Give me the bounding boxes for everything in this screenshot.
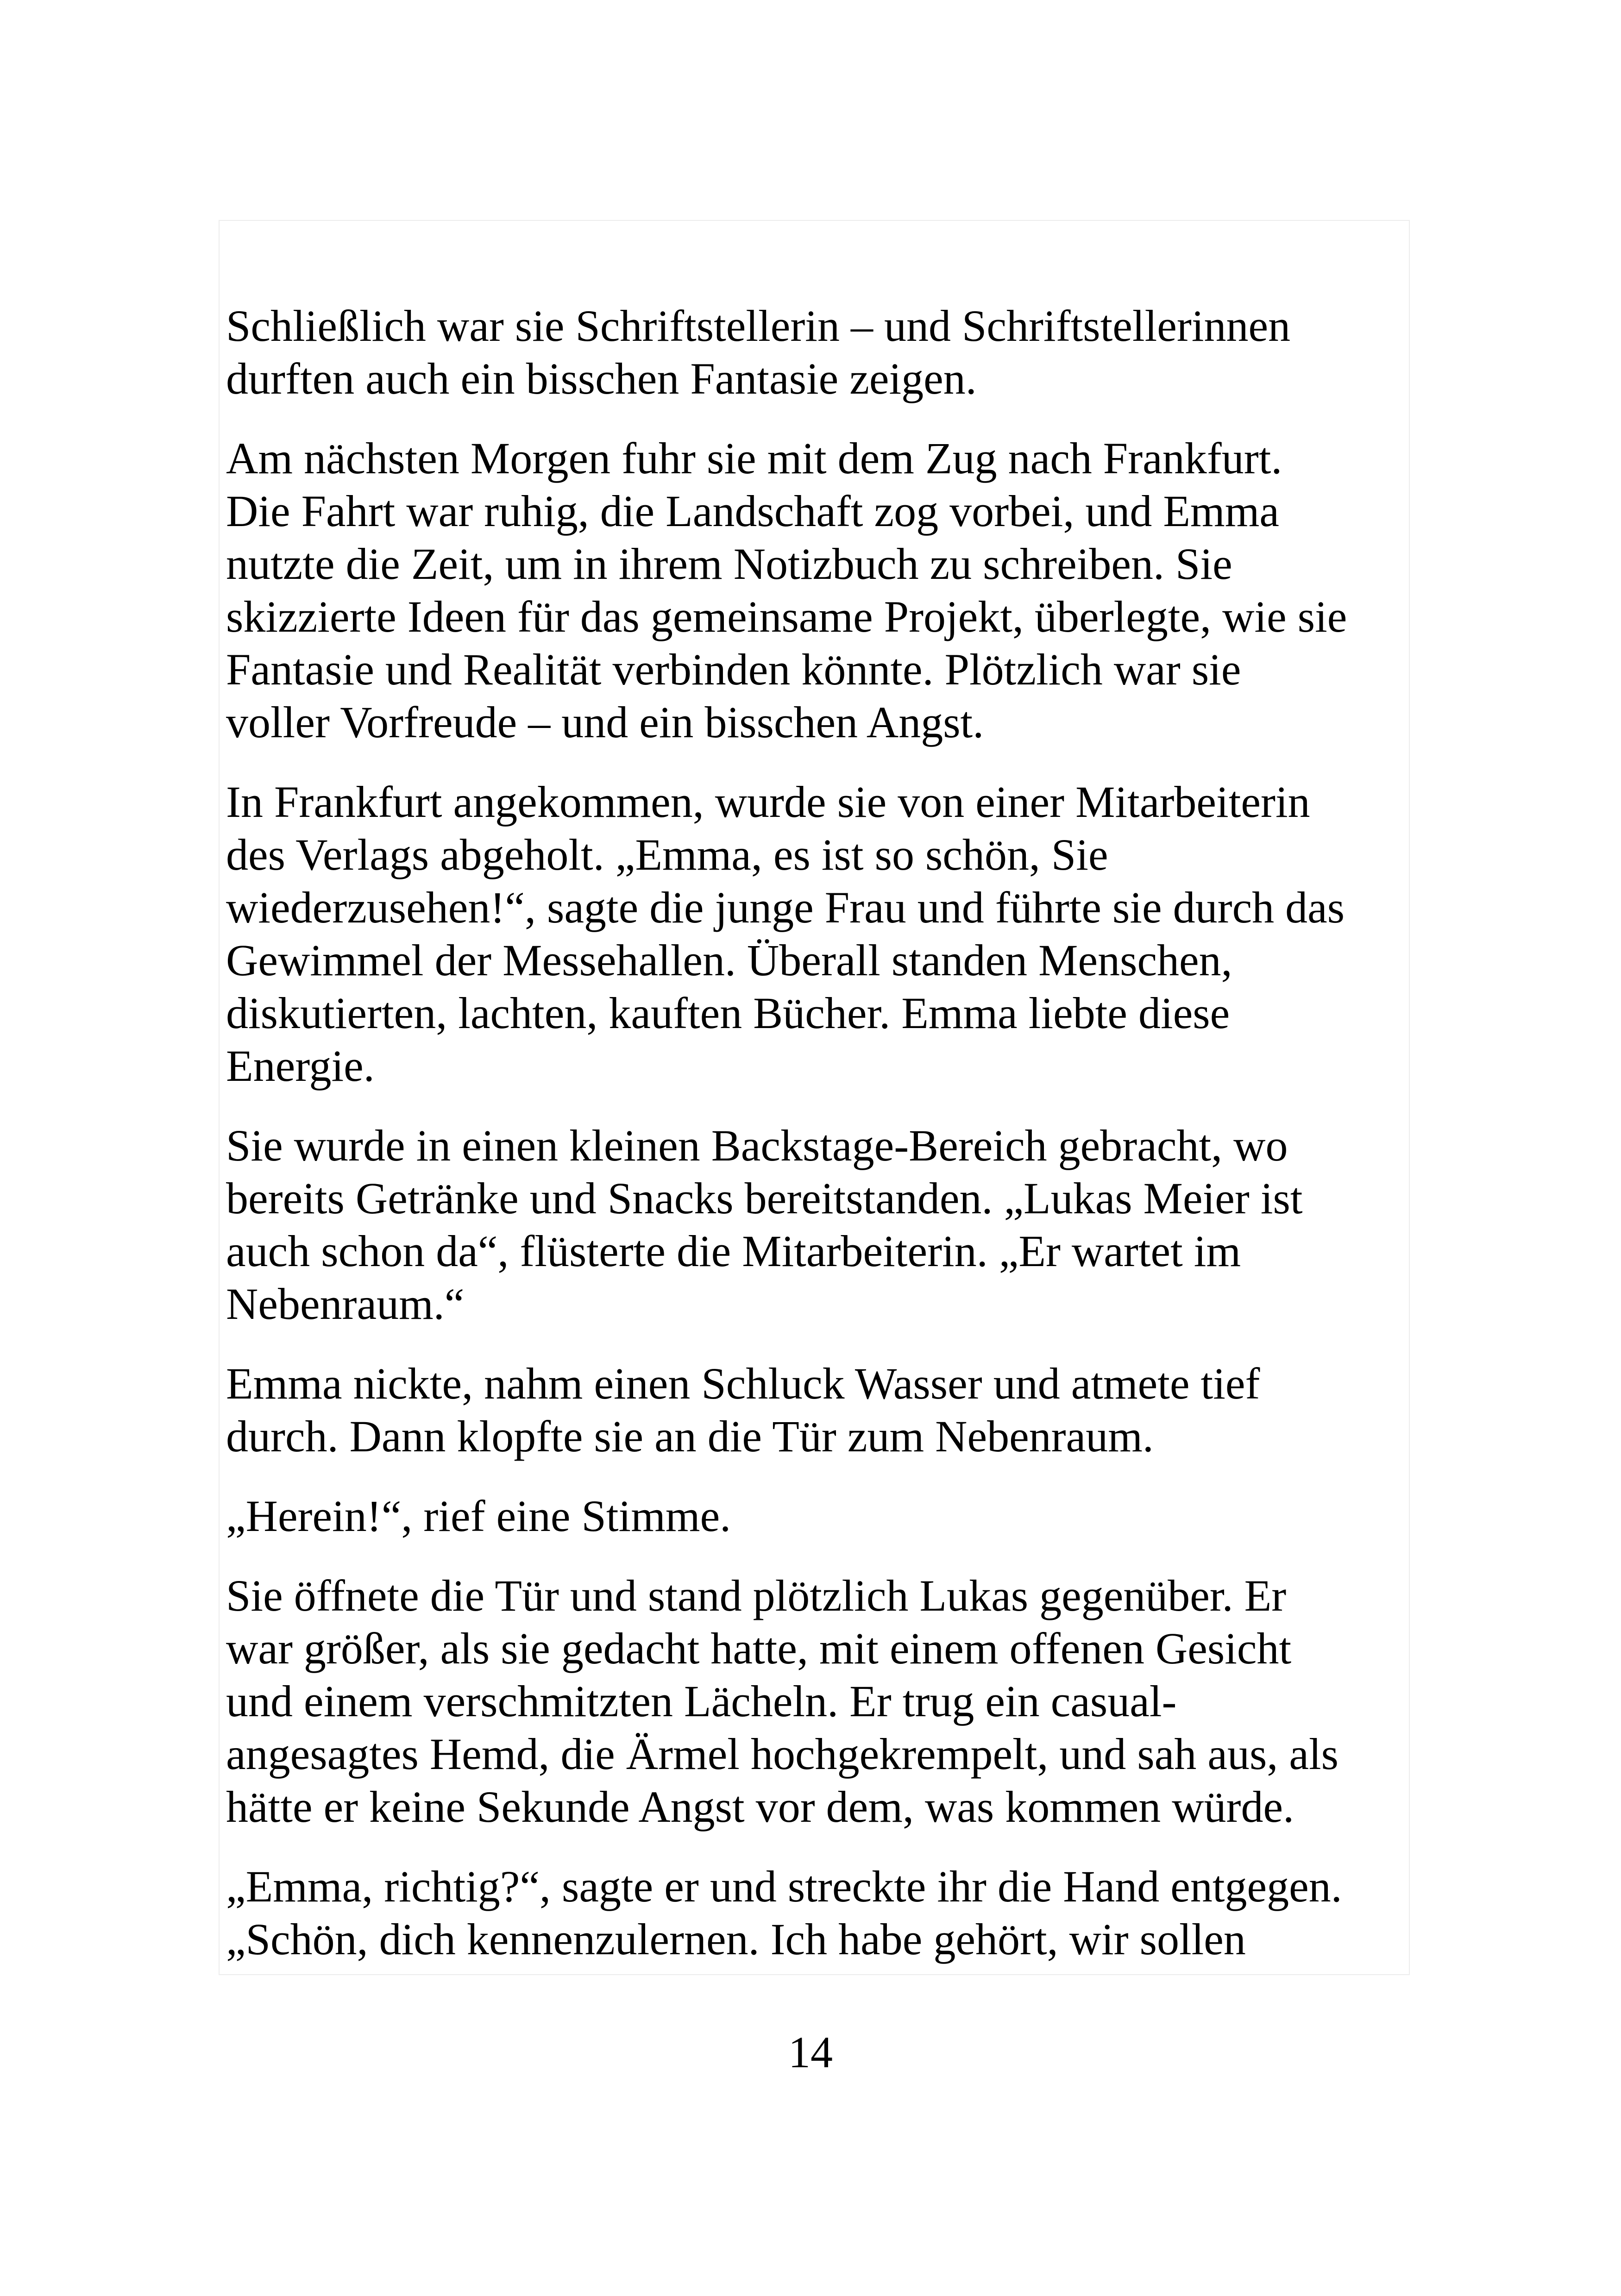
text-line: Sie öffnete die Tür und stand plötzlich Lukas gegenüber. Er: [226, 1571, 1287, 1620]
paragraph: [226, 300, 1407, 405]
text-line: und einem verschmitzten Lächeln. Er trug ein casual-: [226, 1676, 1177, 1726]
text-line: Energie.: [226, 1041, 375, 1091]
text-line: Nebenraum.“: [226, 1279, 465, 1329]
text-line: des Verlags abgeholt. „Emma, es ist so schön, Sie: [226, 830, 1108, 879]
text-line: Gewimmel der Messehallen. Überall standen Menschen,: [226, 935, 1232, 985]
text-body: [226, 300, 1407, 1975]
page-number: 14: [788, 2027, 833, 2077]
text-line: hätte er keine Sekunde Angst vor dem, was kommen würde.: [226, 1782, 1294, 1832]
paragraph: [226, 1119, 1407, 1330]
text-line: Schließlich war sie Schriftstellerin – und Schriftstellerinnen: [226, 301, 1291, 351]
text-frame: [219, 220, 1410, 1975]
text-line: „Emma, richtig?“, sagte er und streckte ihr die Hand entgegen.: [226, 1862, 1342, 1911]
paragraph: [226, 1490, 1407, 1543]
paragraph: [226, 1860, 1407, 1966]
text-line: Die Fahrt war ruhig, die Landschaft zog vorbei, und Emma: [226, 486, 1279, 536]
paragraph: [226, 1569, 1407, 1833]
text-line: war größer, als sie gedacht hatte, mit einem offenen Gesicht: [226, 1624, 1292, 1673]
text-line: voller Vorfreude – und ein bisschen Angst.: [226, 697, 984, 747]
paragraph: [226, 776, 1407, 1092]
text-line: diskutierten, lachten, kauften Bücher. Emma liebte diese: [226, 988, 1230, 1038]
text-line: wiederzusehen!“, sagte die junge Frau und führte sie durch das: [226, 883, 1345, 932]
text-line: „Schön, dich kennenzulernen. Ich habe gehört, wir sollen: [226, 1914, 1246, 1964]
text-line: Emma nickte, nahm einen Schluck Wasser und atmete tief: [226, 1359, 1260, 1408]
text-line: angesagtes Hemd, die Ärmel hochgekrempelt, und sah aus, als: [226, 1729, 1338, 1779]
text-line: In Frankfurt angekommen, wurde sie von einer Mitarbeiterin: [226, 777, 1310, 827]
text-line: bereits Getränke und Snacks bereitstanden. „Lukas Meier ist: [226, 1173, 1303, 1223]
text-line: durch. Dann klopfte sie an die Tür zum Nebenraum.: [226, 1411, 1154, 1461]
text-line: „Herein!“, rief eine Stimme.: [226, 1491, 731, 1541]
text-line: Fantasie und Realität verbinden könnte. Plötzlich war sie: [226, 645, 1241, 694]
paragraph: [226, 1357, 1407, 1463]
paragraph: [226, 432, 1407, 749]
text-line: durften auch ein bisschen Fantasie zeigen.: [226, 354, 977, 403]
text-line: Am nächsten Morgen fuhr sie mit dem Zug nach Frankfurt.: [226, 433, 1282, 483]
text-line: Sie wurde in einen kleinen Backstage-Bereich gebracht, wo: [226, 1121, 1288, 1170]
text-line: auch schon da“, flüsterte die Mitarbeiterin. „Er wartet im: [226, 1226, 1241, 1276]
text-line: skizzierte Ideen für das gemeinsame Projekt, überlegte, wie sie: [226, 592, 1347, 641]
text-line: nutzte die Zeit, um in ihrem Notizbuch zu schreiben. Sie: [226, 539, 1232, 589]
